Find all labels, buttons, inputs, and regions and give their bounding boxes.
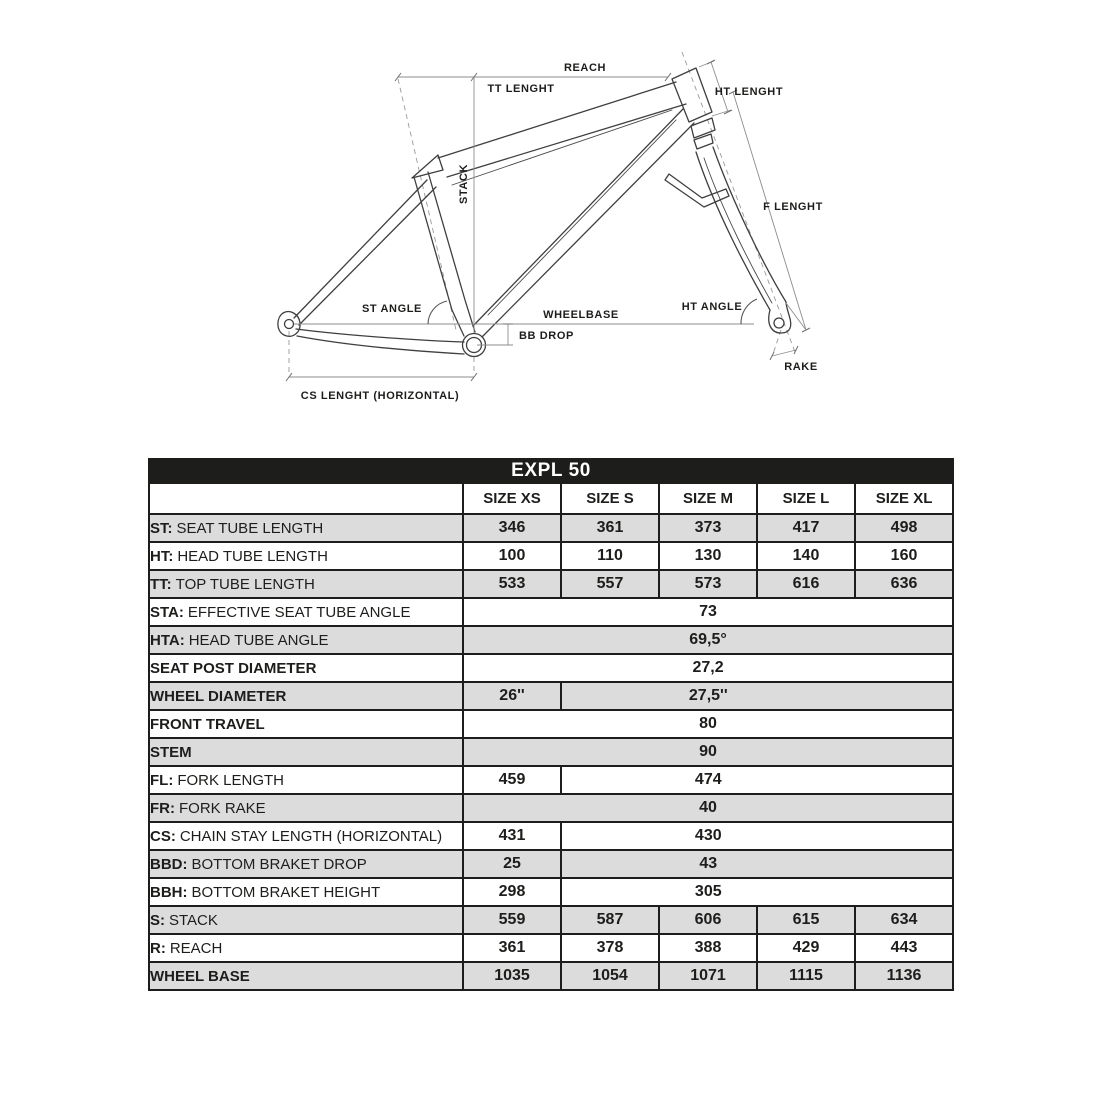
row-label: ST: SEAT TUBE LENGTH [149, 514, 463, 542]
column-header-size-xs: SIZE XS [463, 483, 561, 514]
value-cell: 298 [463, 878, 561, 906]
value-cell: 429 [757, 934, 855, 962]
table-row-front-travel [149, 710, 953, 738]
row-label: BBD: BOTTOM BRAKET DROP [149, 850, 463, 878]
row-label: HTA: HEAD TUBE ANGLE [149, 626, 463, 654]
ht-angle-label: HT ANGLE [681, 301, 743, 313]
value-cell: 498 [855, 514, 953, 542]
table-row-seat-post-diameter [149, 654, 953, 682]
value-cell: 160 [855, 542, 953, 570]
cs-length-label: CS LENGHT (HORIZONTAL) [300, 390, 460, 402]
table-row-fork-rake [149, 794, 953, 822]
value-cell-merged: 430 [561, 822, 953, 850]
table-row-reach [149, 934, 953, 962]
value-cell: 587 [561, 906, 659, 934]
wheelbase-label: WHEELBASE [543, 309, 619, 321]
value-cell: 361 [561, 514, 659, 542]
ht-length-label: HT LENGHT [714, 86, 784, 98]
value-cell: 1115 [757, 962, 855, 990]
dimension-labels [301, 62, 823, 402]
f-length-label: F LENGHT [763, 201, 823, 213]
value-cell: 1071 [659, 962, 757, 990]
column-header-size-l: SIZE L [757, 483, 855, 514]
value-cell: 361 [463, 934, 561, 962]
value-cell: 417 [757, 514, 855, 542]
value-cell: 1035 [463, 962, 561, 990]
row-label: FL: FORK LENGTH [149, 766, 463, 794]
row-label: R: REACH [149, 934, 463, 962]
tt-length-label: TT LENGHT [487, 83, 555, 95]
table-title-row [149, 459, 953, 483]
value-cell-merged: 43 [561, 850, 953, 878]
reach-label: REACH [563, 62, 607, 74]
table-row-head-tube-angle [149, 626, 953, 654]
value-cell-merged: 69,5° [463, 626, 953, 654]
value-cell-merged: 305 [561, 878, 953, 906]
table-row-seat-tube-length [149, 514, 953, 542]
construction-axes [289, 52, 795, 375]
value-cell-merged: 73 [463, 598, 953, 626]
row-label: STA: EFFECTIVE SEAT TUBE ANGLE [149, 598, 463, 626]
value-cell-merged: 80 [463, 710, 953, 738]
value-cell: 559 [463, 906, 561, 934]
st-angle-label: ST ANGLE [361, 303, 423, 315]
value-cell-merged: 40 [463, 794, 953, 822]
value-cell: 636 [855, 570, 953, 598]
value-cell: 533 [463, 570, 561, 598]
value-cell: 634 [855, 906, 953, 934]
column-header-row [149, 483, 953, 514]
row-label: WHEEL BASE [149, 962, 463, 990]
value-cell: 100 [463, 542, 561, 570]
value-cell: 606 [659, 906, 757, 934]
table-row-wheel-base [149, 962, 953, 990]
table-row-head-tube-length [149, 542, 953, 570]
row-label: CS: CHAIN STAY LENGTH (HORIZONTAL) [149, 822, 463, 850]
value-cell: 431 [463, 822, 561, 850]
down-tube [473, 109, 683, 326]
value-cell: 1054 [561, 962, 659, 990]
row-label: BBH: BOTTOM BRAKET HEIGHT [149, 878, 463, 906]
row-label: SEAT POST DIAMETER [149, 654, 463, 682]
value-cell: 443 [855, 934, 953, 962]
column-header-size-s: SIZE S [561, 483, 659, 514]
bb-drop-label: BB DROP [519, 330, 574, 342]
column-header-size-xl: SIZE XL [855, 483, 953, 514]
value-cell: 26'' [463, 682, 561, 710]
row-label: S: STACK [149, 906, 463, 934]
value-cell: 346 [463, 514, 561, 542]
bike-frame-drawing [278, 68, 791, 357]
value-cell: 616 [757, 570, 855, 598]
table-row-stack [149, 906, 953, 934]
row-label: FR: FORK RAKE [149, 794, 463, 822]
column-header-empty [149, 483, 463, 514]
row-label: TT: TOP TUBE LENGTH [149, 570, 463, 598]
ht-angle-arc [741, 299, 757, 324]
value-cell-merged: 474 [561, 766, 953, 794]
value-cell: 459 [463, 766, 561, 794]
column-header-size-m: SIZE M [659, 483, 757, 514]
row-label: FRONT TRAVEL [149, 710, 463, 738]
value-cell: 1136 [855, 962, 953, 990]
value-cell: 378 [561, 934, 659, 962]
value-cell: 573 [659, 570, 757, 598]
table-row-fork-length [149, 766, 953, 794]
value-cell-merged: 90 [463, 738, 953, 766]
table-row-bottom-bracket-height [149, 878, 953, 906]
table-title: EXPL 50 [149, 459, 953, 483]
value-cell-merged: 27,2 [463, 654, 953, 682]
row-label: WHEEL DIAMETER [149, 682, 463, 710]
table-row-bottom-bracket-drop [149, 850, 953, 878]
row-label: HT: HEAD TUBE LENGTH [149, 542, 463, 570]
value-cell: 373 [659, 514, 757, 542]
st-angle-arc [428, 301, 447, 324]
bike-geometry-diagram [0, 0, 1100, 445]
table-row-chain-stay-length [149, 822, 953, 850]
row-label: STEM [149, 738, 463, 766]
rake-label: RAKE [784, 361, 818, 373]
seat-stay [294, 180, 427, 318]
value-cell: 140 [757, 542, 855, 570]
table-row-top-tube-length [149, 570, 953, 598]
table-row-effective-seat-tube-angle [149, 598, 953, 626]
geometry-spec-table [148, 458, 954, 991]
table-row-stem [149, 738, 953, 766]
table-row-wheel-diameter [149, 682, 953, 710]
brake-mount [665, 174, 729, 207]
value-cell: 25 [463, 850, 561, 878]
value-cell: 557 [561, 570, 659, 598]
value-cell: 388 [659, 934, 757, 962]
stack-label: STACK [458, 163, 470, 205]
value-cell-merged: 27,5'' [561, 682, 953, 710]
value-cell: 130 [659, 542, 757, 570]
value-cell: 615 [757, 906, 855, 934]
value-cell: 110 [561, 542, 659, 570]
